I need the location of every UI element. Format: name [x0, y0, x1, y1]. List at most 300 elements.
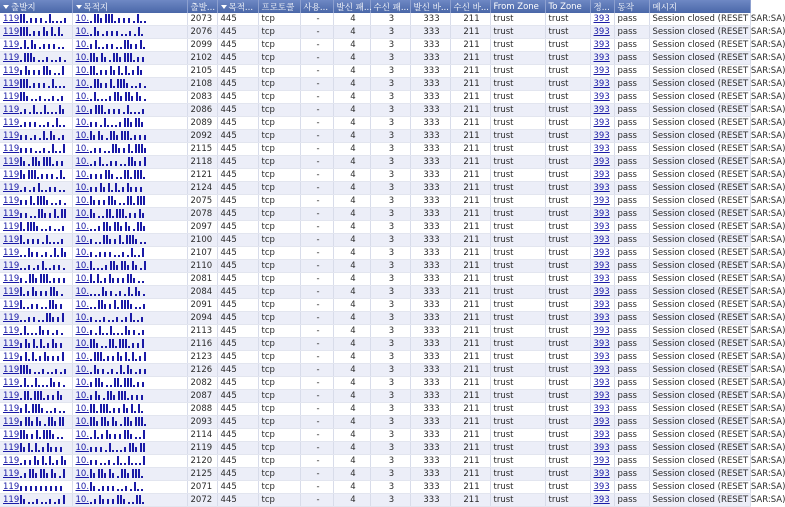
- destination-address-value[interactable]: 10.: [76, 456, 90, 466]
- policy[interactable]: [590, 468, 614, 481]
- table-row[interactable]: [0, 221, 750, 234]
- policy[interactable]: [590, 442, 614, 455]
- policy-link[interactable]: 393: [594, 248, 610, 258]
- policy-link[interactable]: 393: [594, 365, 610, 375]
- destination-address-value[interactable]: 10.: [76, 157, 90, 167]
- policy-link[interactable]: 393: [594, 326, 610, 336]
- policy-link[interactable]: 393: [594, 235, 610, 245]
- destination-address-value[interactable]: 10.: [76, 53, 90, 63]
- policy-link[interactable]: 393: [594, 27, 610, 37]
- destination-address-value[interactable]: 10.: [76, 66, 90, 76]
- destination-address-value[interactable]: 10.: [76, 79, 90, 89]
- policy-link[interactable]: 393: [594, 391, 610, 401]
- destination-address[interactable]: [72, 26, 187, 39]
- destination-address[interactable]: [72, 221, 187, 234]
- destination-address-value[interactable]: 10.: [76, 274, 90, 284]
- destination-address-value[interactable]: 10.: [76, 443, 90, 453]
- destination-address[interactable]: [72, 468, 187, 481]
- source-address[interactable]: [0, 221, 72, 234]
- received-packets-value: 3: [389, 261, 394, 271]
- destination-address-value[interactable]: 10.: [76, 14, 90, 24]
- destination-address-value[interactable]: 10.: [76, 378, 90, 388]
- destination-address[interactable]: [72, 52, 187, 65]
- policy[interactable]: [590, 481, 614, 494]
- source-address-value[interactable]: 119: [3, 248, 19, 258]
- policy[interactable]: [590, 169, 614, 182]
- source-address[interactable]: [0, 169, 72, 182]
- source-port-value: 2123: [191, 352, 213, 362]
- source-address[interactable]: [0, 429, 72, 442]
- table-row[interactable]: [0, 416, 750, 429]
- column-header-0[interactable]: [0, 0, 72, 13]
- destination-address-value[interactable]: 10.: [76, 222, 90, 232]
- destination-address[interactable]: [72, 364, 187, 377]
- table-row[interactable]: [0, 78, 750, 91]
- source-address-value[interactable]: 119: [3, 157, 19, 167]
- policy-link[interactable]: 393: [594, 404, 610, 414]
- policy[interactable]: [590, 182, 614, 195]
- column-header-12[interactable]: [590, 0, 614, 13]
- table-row[interactable]: [0, 169, 750, 182]
- destination-address-value[interactable]: 10.: [76, 313, 90, 323]
- table-row[interactable]: [0, 195, 750, 208]
- destination-port-value: 445: [221, 196, 237, 206]
- destination-address[interactable]: [72, 104, 187, 117]
- table-row[interactable]: [0, 468, 750, 481]
- destination-address[interactable]: [72, 78, 187, 91]
- table-row[interactable]: [0, 286, 750, 299]
- destination-address[interactable]: [72, 208, 187, 221]
- column-header-14[interactable]: [649, 0, 750, 13]
- source-address-value[interactable]: 119: [3, 404, 19, 414]
- policy[interactable]: [590, 208, 614, 221]
- source-address-value[interactable]: 119: [3, 118, 19, 128]
- policy-link[interactable]: 393: [594, 313, 610, 323]
- destination-address[interactable]: [72, 182, 187, 195]
- source-address-value[interactable]: 119: [3, 482, 19, 492]
- policy[interactable]: [590, 273, 614, 286]
- table-row[interactable]: [0, 351, 750, 364]
- source-address[interactable]: [0, 13, 72, 26]
- table-row[interactable]: [0, 273, 750, 286]
- table-row[interactable]: [0, 377, 750, 390]
- table-row[interactable]: [0, 52, 750, 65]
- policy[interactable]: [590, 78, 614, 91]
- destination-address-value[interactable]: 10.: [76, 144, 90, 154]
- source-address[interactable]: [0, 325, 72, 338]
- table-row[interactable]: [0, 130, 750, 143]
- destination-address[interactable]: [72, 494, 187, 507]
- destination-address-value[interactable]: 10.: [76, 287, 90, 297]
- policy-link[interactable]: 393: [594, 430, 610, 440]
- source-address[interactable]: [0, 195, 72, 208]
- policy[interactable]: [590, 195, 614, 208]
- table-row[interactable]: [0, 494, 750, 507]
- destination-address-value[interactable]: 10.: [76, 92, 90, 102]
- source-address-value[interactable]: 119: [3, 391, 19, 401]
- source-address-value[interactable]: 119: [3, 131, 19, 141]
- source-address[interactable]: [0, 273, 72, 286]
- policy[interactable]: [590, 429, 614, 442]
- source-address-value[interactable]: 119: [3, 261, 19, 271]
- destination-address-value[interactable]: 10.: [76, 352, 90, 362]
- from-zone: [490, 273, 545, 286]
- destination-address[interactable]: [72, 130, 187, 143]
- destination-address[interactable]: [72, 195, 187, 208]
- source-address-value[interactable]: 119: [3, 378, 19, 388]
- column-header-9[interactable]: [450, 0, 490, 13]
- destination-address-value[interactable]: 10.: [76, 339, 90, 349]
- source-address-value[interactable]: 119: [3, 326, 19, 336]
- column-header-5[interactable]: [300, 0, 333, 13]
- source-address[interactable]: [0, 351, 72, 364]
- policy[interactable]: [590, 221, 614, 234]
- source-address-value[interactable]: 119: [3, 79, 19, 89]
- source-address[interactable]: [0, 455, 72, 468]
- source-address[interactable]: [0, 117, 72, 130]
- destination-address[interactable]: [72, 65, 187, 78]
- source-address-value[interactable]: 119: [3, 27, 19, 37]
- destination-address-value[interactable]: 10.: [76, 430, 90, 440]
- column-header-3[interactable]: [217, 0, 258, 13]
- destination-address[interactable]: [72, 234, 187, 247]
- table-row[interactable]: [0, 338, 750, 351]
- source-address[interactable]: [0, 39, 72, 52]
- destination-address[interactable]: [72, 13, 187, 26]
- source-address-value[interactable]: 119: [3, 313, 19, 323]
- policy-link[interactable]: 393: [594, 144, 610, 154]
- policy-link[interactable]: 393: [594, 495, 610, 505]
- source-address-value[interactable]: 119: [3, 222, 19, 232]
- destination-address[interactable]: [72, 429, 187, 442]
- policy[interactable]: [590, 156, 614, 169]
- destination-address[interactable]: [72, 260, 187, 273]
- destination-port: [217, 143, 258, 156]
- table-row[interactable]: [0, 299, 750, 312]
- policy-link[interactable]: 393: [594, 469, 610, 479]
- source-address[interactable]: [0, 338, 72, 351]
- policy-link[interactable]: 393: [594, 118, 610, 128]
- policy-link[interactable]: 393: [594, 300, 610, 310]
- policy-link[interactable]: 393: [594, 40, 610, 50]
- source-address-value[interactable]: 119: [3, 287, 19, 297]
- destination-address-value[interactable]: 10.: [76, 300, 90, 310]
- source-address-value[interactable]: 119: [3, 430, 19, 440]
- table-row[interactable]: [0, 260, 750, 273]
- source-address[interactable]: [0, 247, 72, 260]
- source-address[interactable]: [0, 26, 72, 39]
- usage-value: -: [316, 456, 319, 466]
- policy-link[interactable]: 393: [594, 417, 610, 427]
- source-address[interactable]: [0, 156, 72, 169]
- policy[interactable]: [590, 39, 614, 52]
- policy-link[interactable]: 393: [594, 261, 610, 271]
- source-address-value[interactable]: 119: [3, 92, 19, 102]
- table-row[interactable]: [0, 455, 750, 468]
- policy[interactable]: [590, 351, 614, 364]
- destination-address[interactable]: [72, 91, 187, 104]
- column-header-6[interactable]: [333, 0, 370, 13]
- destination-address-value[interactable]: 10.: [76, 261, 90, 271]
- policy-link[interactable]: 393: [594, 443, 610, 453]
- destination-address-value[interactable]: 10.: [76, 118, 90, 128]
- source-address[interactable]: [0, 481, 72, 494]
- destination-address-value[interactable]: 10.: [76, 326, 90, 336]
- policy-link[interactable]: 393: [594, 222, 610, 232]
- policy-link[interactable]: 393: [594, 352, 610, 362]
- source-address-value[interactable]: 119: [3, 144, 19, 154]
- policy-link[interactable]: 393: [594, 53, 610, 63]
- source-address-value[interactable]: 119: [3, 105, 19, 115]
- source-address-value[interactable]: 119: [3, 196, 19, 206]
- policy-link[interactable]: 393: [594, 170, 610, 180]
- column-header-4[interactable]: [258, 0, 300, 13]
- source-address-value[interactable]: 119: [3, 365, 19, 375]
- source-address[interactable]: [0, 234, 72, 247]
- destination-address[interactable]: [72, 338, 187, 351]
- source-address[interactable]: [0, 91, 72, 104]
- column-header-7[interactable]: [370, 0, 410, 13]
- destination-address-value[interactable]: 10.: [76, 105, 90, 115]
- table-row[interactable]: [0, 26, 750, 39]
- policy-link[interactable]: 393: [594, 482, 610, 492]
- sent-bytes: [410, 442, 450, 455]
- table-row[interactable]: [0, 247, 750, 260]
- source-address[interactable]: [0, 143, 72, 156]
- from-zone-value: trust: [494, 469, 514, 479]
- destination-address[interactable]: [72, 117, 187, 130]
- table-row[interactable]: [0, 91, 750, 104]
- policy-link[interactable]: 393: [594, 92, 610, 102]
- policy[interactable]: [590, 390, 614, 403]
- destination-address[interactable]: [72, 377, 187, 390]
- masked-address-icon: [89, 118, 147, 127]
- table-row[interactable]: [0, 390, 750, 403]
- policy[interactable]: [590, 143, 614, 156]
- policy-link[interactable]: 393: [594, 287, 610, 297]
- policy-link[interactable]: 393: [594, 157, 610, 167]
- policy-link[interactable]: 393: [594, 456, 610, 466]
- policy-link[interactable]: 393: [594, 339, 610, 349]
- table-row[interactable]: [0, 104, 750, 117]
- source-address-value[interactable]: 119: [3, 40, 19, 50]
- table-row[interactable]: [0, 325, 750, 338]
- table-row[interactable]: [0, 364, 750, 377]
- policy[interactable]: [590, 364, 614, 377]
- destination-address[interactable]: [72, 39, 187, 52]
- policy-link[interactable]: 393: [594, 79, 610, 89]
- source-address-value[interactable]: 119: [3, 495, 19, 505]
- column-header-2[interactable]: [187, 0, 217, 13]
- column-header-8[interactable]: [410, 0, 450, 13]
- column-header-11[interactable]: [545, 0, 590, 13]
- destination-address-value[interactable]: 10.: [76, 495, 90, 505]
- destination-address-value[interactable]: 10.: [76, 248, 90, 258]
- source-address-value[interactable]: 119: [3, 300, 19, 310]
- policy[interactable]: [590, 403, 614, 416]
- destination-address-value[interactable]: 10.: [76, 196, 90, 206]
- policy[interactable]: [590, 325, 614, 338]
- source-address-value[interactable]: 119: [3, 209, 19, 219]
- source-address[interactable]: [0, 364, 72, 377]
- column-header-10[interactable]: [490, 0, 545, 13]
- destination-address[interactable]: [72, 390, 187, 403]
- policy-link[interactable]: 393: [594, 274, 610, 284]
- destination-address[interactable]: [72, 416, 187, 429]
- destination-address-value[interactable]: 10.: [76, 170, 90, 180]
- policy-link[interactable]: 393: [594, 66, 610, 76]
- received-bytes-value: 211: [463, 261, 479, 271]
- table-row[interactable]: [0, 234, 750, 247]
- table-row[interactable]: [0, 208, 750, 221]
- destination-address[interactable]: [72, 286, 187, 299]
- policy[interactable]: [590, 286, 614, 299]
- destination-address[interactable]: [72, 325, 187, 338]
- source-address[interactable]: [0, 65, 72, 78]
- destination-address-value[interactable]: 10.: [76, 404, 90, 414]
- table-row[interactable]: [0, 39, 750, 52]
- policy[interactable]: [590, 91, 614, 104]
- source-address-value[interactable]: 119: [3, 469, 19, 479]
- policy-link[interactable]: 393: [594, 105, 610, 115]
- destination-address-value[interactable]: 10.: [76, 391, 90, 401]
- source-address-value[interactable]: 119: [3, 339, 19, 349]
- source-address-value[interactable]: 119: [3, 53, 19, 63]
- received-bytes: [450, 338, 490, 351]
- source-address-value[interactable]: 119: [3, 66, 19, 76]
- sent-packets: [333, 455, 370, 468]
- table-row[interactable]: [0, 403, 750, 416]
- destination-address[interactable]: [72, 481, 187, 494]
- destination-address-value[interactable]: 10.: [76, 183, 90, 193]
- table-row[interactable]: [0, 65, 750, 78]
- source-address[interactable]: [0, 299, 72, 312]
- destination-address-value[interactable]: 10.: [76, 482, 90, 492]
- source-address-value[interactable]: 119: [3, 235, 19, 245]
- policy[interactable]: [590, 130, 614, 143]
- destination-address[interactable]: [72, 442, 187, 455]
- policy[interactable]: [590, 13, 614, 26]
- table-row[interactable]: [0, 13, 750, 26]
- destination-address-value[interactable]: 10.: [76, 469, 90, 479]
- destination-address-value[interactable]: 10.: [76, 40, 90, 50]
- source-address[interactable]: [0, 52, 72, 65]
- source-address-value[interactable]: 119: [3, 456, 19, 466]
- policy[interactable]: [590, 455, 614, 468]
- table-row[interactable]: [0, 481, 750, 494]
- source-address[interactable]: [0, 130, 72, 143]
- policy[interactable]: [590, 338, 614, 351]
- from-zone: [490, 429, 545, 442]
- destination-address[interactable]: [72, 299, 187, 312]
- source-address-value[interactable]: 119: [3, 417, 19, 427]
- from-zone-value: trust: [494, 209, 514, 219]
- source-address[interactable]: [0, 416, 72, 429]
- column-header-13[interactable]: [614, 0, 649, 13]
- policy[interactable]: [590, 117, 614, 130]
- message: [649, 481, 750, 494]
- table-row[interactable]: [0, 442, 750, 455]
- policy-link[interactable]: 393: [594, 378, 610, 388]
- policy[interactable]: [590, 104, 614, 117]
- source-address[interactable]: [0, 208, 72, 221]
- policy-link[interactable]: 393: [594, 209, 610, 219]
- source-address[interactable]: [0, 182, 72, 195]
- table-row[interactable]: [0, 117, 750, 130]
- policy-link[interactable]: 393: [594, 196, 610, 206]
- source-address[interactable]: [0, 260, 72, 273]
- policy[interactable]: [590, 65, 614, 78]
- policy[interactable]: [590, 377, 614, 390]
- destination-address-value[interactable]: 10.: [76, 27, 90, 37]
- source-address[interactable]: [0, 494, 72, 507]
- policy[interactable]: [590, 299, 614, 312]
- policy-link[interactable]: 393: [594, 14, 610, 24]
- masked-address-icon: [19, 339, 67, 348]
- source-address-value[interactable]: 119: [3, 170, 19, 180]
- source-address[interactable]: [0, 312, 72, 325]
- source-address[interactable]: [0, 468, 72, 481]
- destination-address-value[interactable]: 10.: [76, 209, 90, 219]
- source-address-value[interactable]: 119: [3, 183, 19, 193]
- masked-address-icon: [89, 40, 147, 49]
- source-address[interactable]: [0, 377, 72, 390]
- destination-address[interactable]: [72, 247, 187, 260]
- destination-address-value[interactable]: 10.: [76, 131, 90, 141]
- column-header-1[interactable]: [72, 0, 187, 13]
- source-port: [187, 156, 217, 169]
- destination-address[interactable]: [72, 351, 187, 364]
- destination-address[interactable]: [72, 312, 187, 325]
- destination-address[interactable]: [72, 273, 187, 286]
- source-address[interactable]: [0, 442, 72, 455]
- source-address-value[interactable]: 119: [3, 443, 19, 453]
- source-address[interactable]: [0, 403, 72, 416]
- destination-address[interactable]: [72, 403, 187, 416]
- policy[interactable]: [590, 26, 614, 39]
- source-address[interactable]: [0, 104, 72, 117]
- policy[interactable]: [590, 494, 614, 507]
- policy[interactable]: [590, 312, 614, 325]
- policy[interactable]: [590, 247, 614, 260]
- destination-address-value[interactable]: 10.: [76, 365, 90, 375]
- policy-link[interactable]: 393: [594, 183, 610, 193]
- source-address[interactable]: [0, 286, 72, 299]
- source-address[interactable]: [0, 390, 72, 403]
- table-row[interactable]: [0, 182, 750, 195]
- source-address[interactable]: [0, 78, 72, 91]
- destination-address[interactable]: [72, 169, 187, 182]
- policy-link[interactable]: 393: [594, 131, 610, 141]
- source-address-value[interactable]: 119: [3, 352, 19, 362]
- table-row[interactable]: [0, 143, 750, 156]
- destination-address-value[interactable]: 10.: [76, 235, 90, 245]
- policy[interactable]: [590, 416, 614, 429]
- destination-address[interactable]: [72, 143, 187, 156]
- source-address-value[interactable]: 119: [3, 274, 19, 284]
- table-row[interactable]: [0, 312, 750, 325]
- message: [649, 455, 750, 468]
- policy[interactable]: [590, 260, 614, 273]
- destination-address[interactable]: [72, 455, 187, 468]
- destination-address-value[interactable]: 10.: [76, 417, 90, 427]
- policy[interactable]: [590, 52, 614, 65]
- destination-address[interactable]: [72, 156, 187, 169]
- policy[interactable]: [590, 234, 614, 247]
- table-row[interactable]: [0, 429, 750, 442]
- table-row[interactable]: [0, 156, 750, 169]
- source-address-value[interactable]: 119: [3, 14, 19, 24]
